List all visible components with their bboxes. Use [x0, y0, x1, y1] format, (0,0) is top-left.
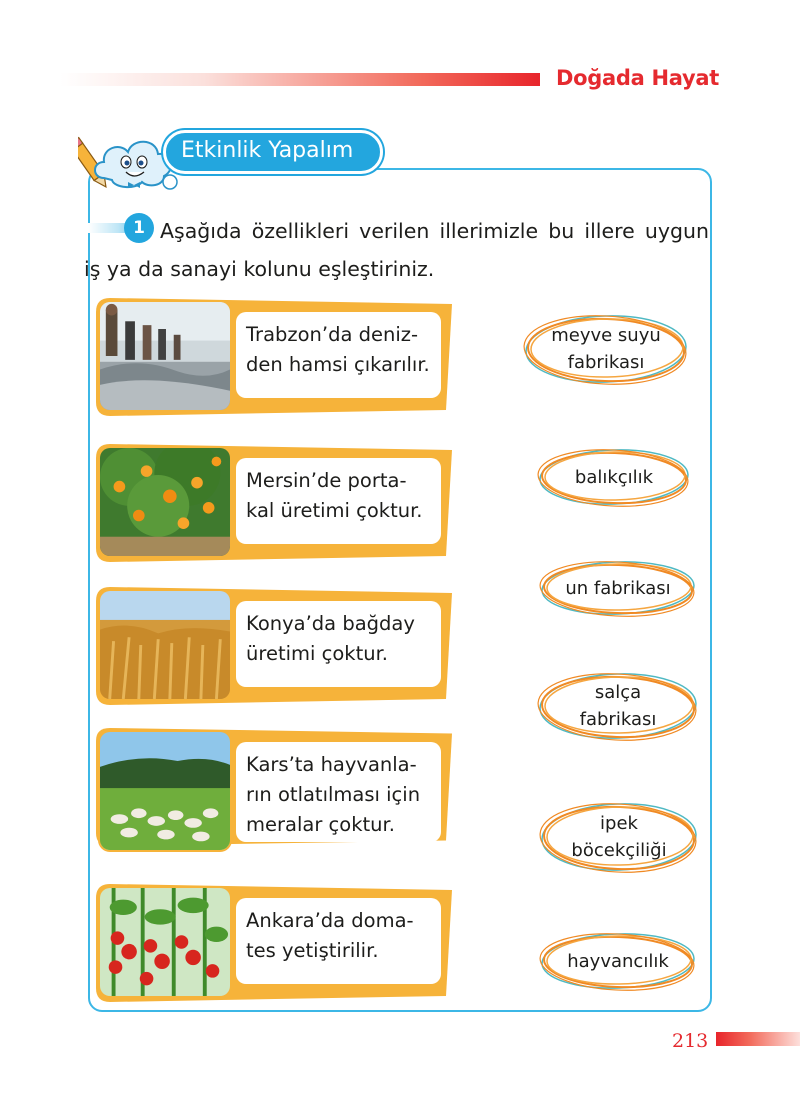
orange-tree-photo — [98, 446, 232, 558]
item-card — [96, 728, 452, 846]
answer-text: salça fabrikası — [579, 682, 657, 730]
answer-option[interactable] — [536, 444, 692, 510]
answer-text: balıkçılık — [574, 466, 654, 488]
answer-option[interactable] — [536, 668, 700, 744]
tomato-greenhouse-photo — [98, 886, 232, 998]
section-title: Doğada Hayat — [556, 66, 719, 90]
item-text: Trabzon’da deniz- den hamsi çıkarılır. — [246, 323, 430, 376]
header-decor-bar — [60, 73, 540, 86]
item-text: Konya’da bağday üretimi çoktur. — [246, 612, 415, 665]
answer-text: un fabrikası — [565, 577, 671, 599]
item-card — [96, 884, 452, 1002]
item-text: Mersin’de porta- kal üretimi çoktur. — [246, 469, 423, 522]
answer-text: ipek böcekçiliği — [571, 813, 667, 861]
answer-option[interactable] — [538, 798, 700, 876]
answer-text: hayvancılık — [567, 950, 669, 972]
activity-title: Etkinlik Yapalım — [181, 138, 354, 163]
item-card — [96, 587, 452, 705]
sheep-pasture-photo — [98, 730, 232, 852]
item-text: Kars’ta hayvanla- rın otlatılması için meralar çoktur. — [246, 753, 421, 836]
item-text: Ankara’da doma- tes yetiştirilir. — [246, 909, 414, 962]
answer-option[interactable] — [522, 310, 690, 388]
page-number: 213 — [672, 1030, 709, 1052]
answer-text: meyve suyu fabrikası — [551, 325, 661, 373]
fishing-photo — [98, 300, 232, 412]
answer-option[interactable] — [538, 928, 698, 994]
item-card — [96, 298, 452, 416]
footer-decor-bar — [716, 1032, 800, 1046]
question-number: 1 — [124, 213, 154, 243]
wheat-field-photo — [98, 589, 232, 701]
answer-option[interactable] — [538, 556, 698, 620]
question-text: Aşağıda özellikleri verilen illerimizle bu illere uygun iş ya da sanayi kolunu eşleştiriniz. — [84, 219, 709, 281]
item-card — [96, 444, 452, 562]
